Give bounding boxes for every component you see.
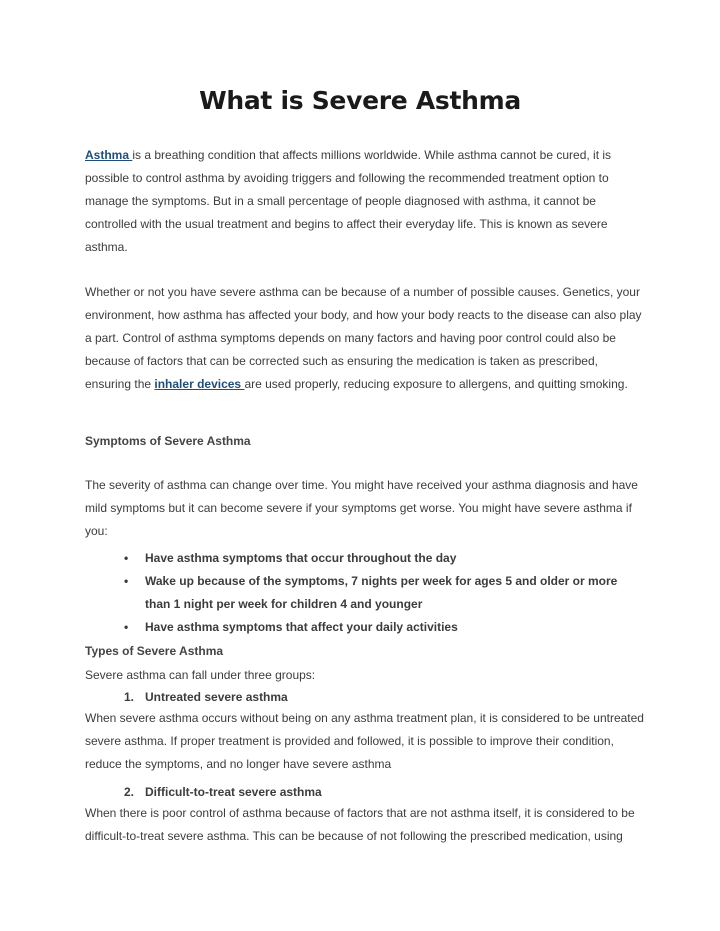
type-item-text: When there is poor control of asthma because of factors that are not asthma itself, it is considered to be difficult-to-treat severe asthma. This can be because of not following the prescribed medication, using	[85, 806, 635, 843]
intro-paragraph	[85, 144, 645, 259]
intro-text: is a breathing condition that affects millions worldwide. While asthma cannot be cured, it is possible to control asthma by avoiding triggers and following the recommended treatment option to manage the symptoms. But in a small percentage of people diagnosed with asthma, it cannot be controlled with the usual treatment and begins to affect their everyday life. This is known as severe asthma.	[85, 148, 612, 254]
bullet-icon: •	[124, 620, 129, 634]
bullet-icon: •	[124, 574, 129, 588]
causes-text-before: Whether or not you have severe asthma can be because of a number of possible causes. Genetics, your environment, how asthma has affected your body, and how your body reacts to the disease can also play a part. Control of asthma symptoms depends on many factors and having poor control could also be because of factors that can be corrected such as ensuring the medication is taken as prescribed, ensuring the	[85, 285, 642, 391]
asthma-link[interactable]: Asthma	[85, 148, 133, 162]
inhaler-devices-link[interactable]: inhaler devices	[154, 377, 245, 391]
article-body	[85, 144, 645, 848]
bullet-icon: •	[124, 551, 129, 565]
symptoms-list	[85, 547, 645, 639]
list-item: • Have asthma symptoms that affect your daily activities	[85, 616, 645, 639]
causes-paragraph	[85, 281, 645, 396]
page-title: What is Severe Asthma	[199, 86, 521, 115]
types-intro: Severe asthma can fall under three groups:	[85, 668, 316, 682]
types-heading: Types of Severe Asthma	[85, 644, 224, 658]
causes-text-after: are used properly, reducing exposure to allergens, and quitting smoking.	[244, 377, 628, 391]
type-item-text: When severe asthma occurs without being on any asthma treatment plan, it is considered to be untreated severe asthma. If proper treatment is provided and followed, it is possible to improve their condition, reduce the symptoms, and no longer have severe asthma	[85, 711, 644, 771]
symptoms-paragraph: The severity of asthma can change over time. You might have received your asthma diagnosis and have mild symptoms but it can become severe if your symptoms get worse. You might have severe asthma if you:	[85, 478, 638, 538]
type-item-title: 1. Untreated severe asthma	[124, 690, 288, 704]
list-item: • Have asthma symptoms that occur throughout the day	[85, 547, 645, 570]
type-item-title: 2. Difficult-to-treat severe asthma	[124, 785, 322, 799]
list-item: • Wake up because of the symptoms, 7 nights per week for ages 5 and older or more than 1 night per week for children 4 and younger	[85, 570, 645, 616]
symptoms-heading: Symptoms of Severe Asthma	[85, 434, 251, 448]
